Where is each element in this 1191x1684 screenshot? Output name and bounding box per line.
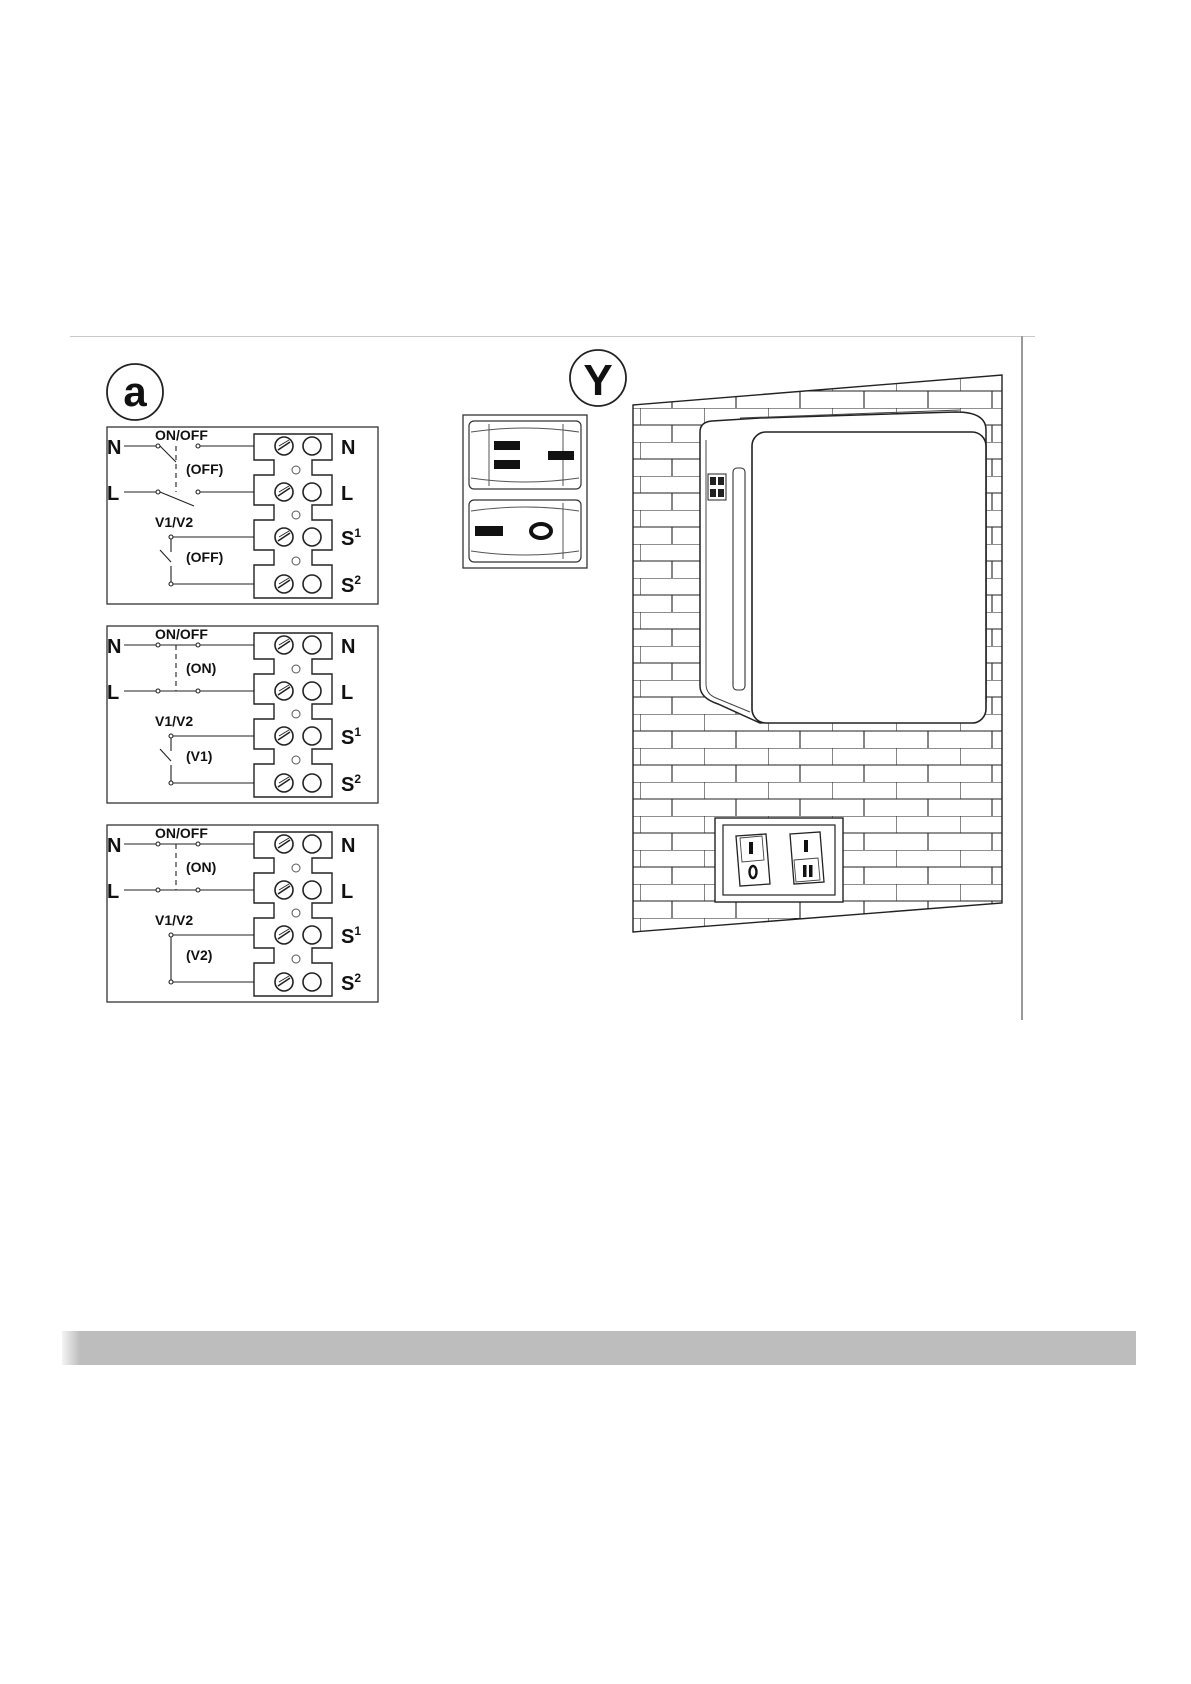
terminal-label-l: L [341,881,354,903]
right-rocker [790,832,824,884]
terminal-label-l: L [341,483,354,505]
line-l-label: L [107,881,120,903]
switch2-state: (OFF) [186,549,224,565]
heater-unit [700,410,986,723]
line-l-label: L [107,682,120,704]
line-n-label: N [107,636,122,658]
terminal-label-n: N [341,636,356,658]
single-bar-symbol [548,451,574,460]
terminal-label-s1: $S^1$ [341,924,362,948]
switch2-label: V1/V2 [155,713,194,729]
terminal-label-s1: $S^1$ [341,526,362,550]
terminal-label-s2: $S^2$ [341,971,362,995]
wall-switch-plate [715,818,843,902]
switch1-label: ON/OFF [155,427,208,443]
line-n-label: N [107,835,122,857]
switch1-label: ON/OFF [155,626,208,642]
label-y: Y [583,356,613,405]
switch-symbols-inset [463,415,587,568]
terminal-label-n: N [341,437,356,459]
switch2-state: (V2) [186,947,213,963]
wiring-panel-2 [107,626,378,803]
terminal-label-s2: $S^2$ [341,573,362,597]
wiring-panel-3 [107,825,378,1002]
terminal-label-n: N [341,835,356,857]
label-a: a [123,368,147,415]
switch1-state: (ON) [186,859,217,875]
terminal-label-s1: $S^1$ [341,725,362,749]
line-l-label: L [107,483,120,505]
control-buttons [708,474,726,500]
switch1-label: ON/OFF [155,825,208,841]
terminal-label-l: L [341,682,354,704]
terminal-label-s2: $S^2$ [341,772,362,796]
left-rocker [736,834,770,886]
switch2-label: V1/V2 [155,514,194,530]
on-bar-symbol [475,526,503,536]
label-a-badge [107,364,163,420]
line-n-label: N [107,437,122,459]
switch1-state: (ON) [186,660,217,676]
label-y-badge [570,350,626,406]
switch2-state: (V1) [186,748,213,764]
wiring-panel-1 [107,427,378,604]
switch2-label: V1/V2 [155,912,194,928]
switch1-state: (OFF) [186,461,224,477]
